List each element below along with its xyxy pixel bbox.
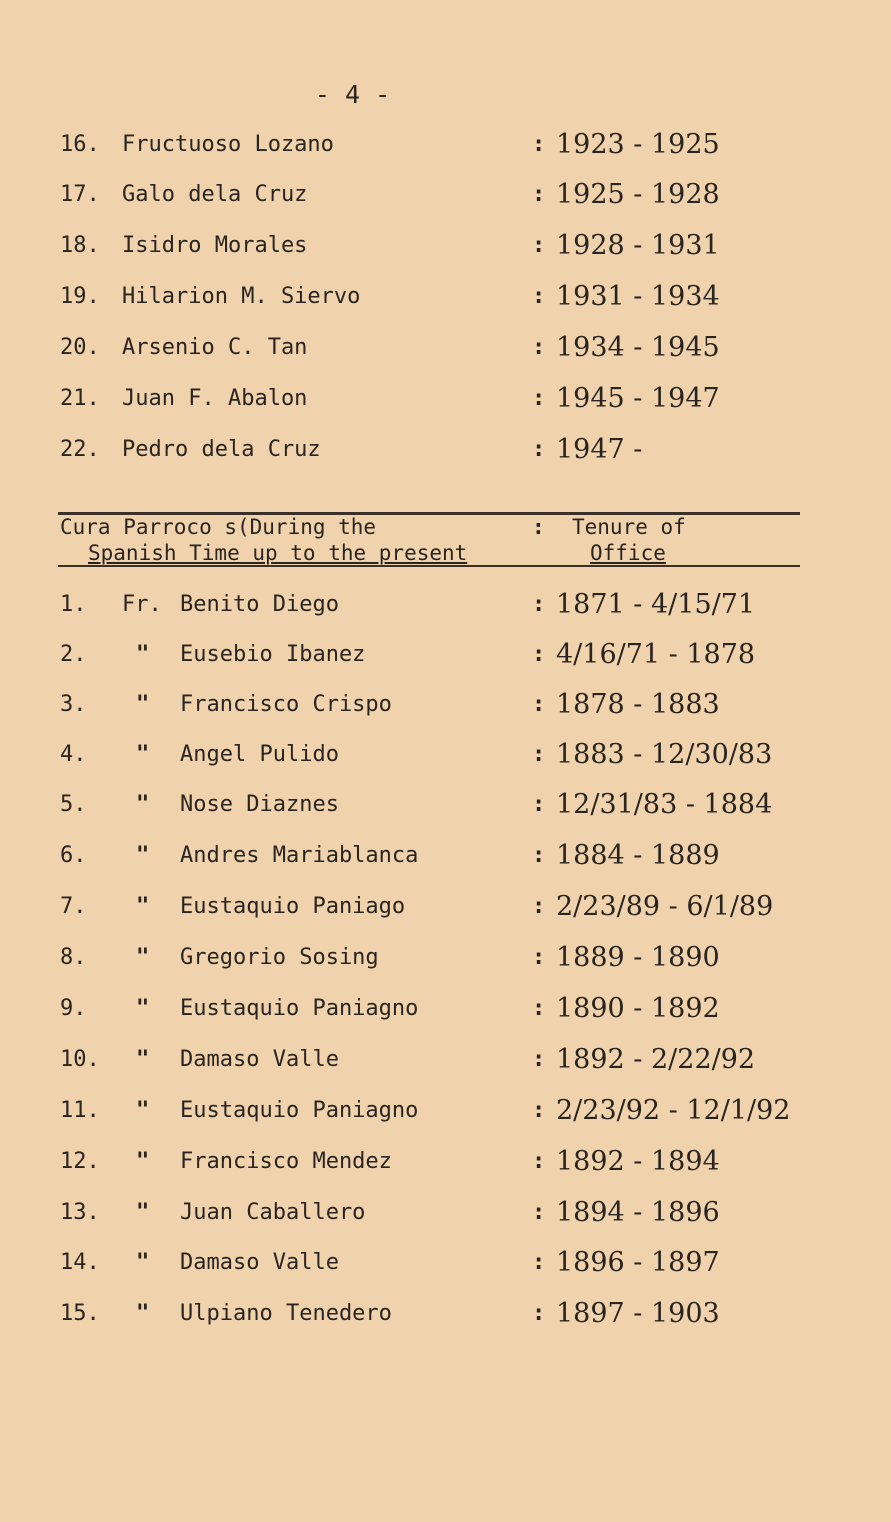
list-item [0, 838, 891, 874]
list-item [0, 432, 891, 468]
list-item [0, 1245, 891, 1281]
ditto-mark: " [136, 1098, 150, 1123]
list-item [0, 940, 891, 976]
priest-name: Andres Mariablanca [180, 843, 419, 868]
item-number: 10. [60, 1047, 100, 1072]
tenure-years: 1923 - 1925 [556, 129, 720, 160]
list-item [0, 1195, 891, 1231]
item-number: 4. [60, 742, 87, 767]
separator: : [532, 692, 546, 717]
ditto-mark: " [136, 1250, 150, 1275]
page-number: - 4 - [314, 80, 391, 109]
list-item [0, 330, 891, 366]
priest-name: Gregorio Sosing [180, 945, 379, 970]
ditto-mark: " [136, 642, 150, 667]
separator: : [532, 233, 546, 258]
priest-name: Eusebio Ibanez [180, 642, 366, 667]
person-name: Galo dela Cruz [122, 182, 308, 207]
list-item [0, 127, 891, 163]
ditto-mark: " [136, 996, 150, 1021]
ditto-mark: " [136, 945, 150, 970]
person-name: Hilarion M. Siervo [122, 284, 361, 309]
tenure-years: 1896 - 1897 [556, 1247, 720, 1278]
tenure-years: 1925 - 1928 [556, 179, 720, 210]
tenure-years: 1889 - 1890 [556, 942, 720, 973]
item-number: 13. [60, 1200, 100, 1225]
item-number: 12. [60, 1149, 100, 1174]
priest-name: Benito Diego [180, 592, 339, 617]
list-item [0, 381, 891, 417]
tenure-years: 1934 - 1945 [556, 332, 720, 363]
list-item [0, 787, 891, 823]
separator: : [532, 1149, 546, 1174]
tenure-years: 1883 - 12/30/83 [556, 739, 773, 770]
ditto-mark: " [136, 792, 150, 817]
item-number: 7. [60, 894, 87, 919]
tenure-years: 1892 - 2/22/92 [556, 1044, 756, 1075]
priest-name: Juan Caballero [180, 1200, 366, 1225]
separator: : [532, 1200, 546, 1225]
separator: : [532, 843, 546, 868]
list-item [0, 228, 891, 264]
separator: : [532, 1301, 546, 1326]
person-name: Pedro dela Cruz [122, 437, 321, 462]
item-number: 1. [60, 592, 87, 617]
tenure-years: 1945 - 1947 [556, 383, 720, 414]
tenure-years: 2/23/92 - 12/1/92 [556, 1095, 791, 1126]
person-name: Juan F. Abalon [122, 386, 308, 411]
tenure-years: 1884 - 1889 [556, 840, 720, 871]
ditto-mark: " [136, 843, 150, 868]
ditto-mark: " [136, 1301, 150, 1326]
separator: : [532, 642, 546, 667]
separator: : [532, 996, 546, 1021]
item-number: 8. [60, 945, 87, 970]
separator: : [532, 437, 546, 462]
ditto-mark: " [136, 742, 150, 767]
list-item [0, 1296, 891, 1332]
tenure-years: 1897 - 1903 [556, 1298, 720, 1329]
item-number: 3. [60, 692, 87, 717]
list-item [0, 587, 891, 623]
tenure-years: 1878 - 1883 [556, 689, 720, 720]
separator: : [532, 792, 546, 817]
tenure-years: 1871 - 4/15/71 [556, 589, 756, 620]
ditto-mark: " [136, 1200, 150, 1225]
item-number: 18. [60, 233, 100, 258]
item-number: 19. [60, 284, 100, 309]
separator: : [532, 284, 546, 309]
person-name: Fructuoso Lozano [122, 132, 334, 157]
item-number: 5. [60, 792, 87, 817]
tenure-years: 1894 - 1896 [556, 1197, 720, 1228]
separator: : [532, 132, 546, 157]
priest-name: Nose Diaznes [180, 792, 339, 817]
ditto-mark: " [136, 1047, 150, 1072]
priest-name: Ulpiano Tenedero [180, 1301, 392, 1326]
priest-name: Damaso Valle [180, 1047, 339, 1072]
separator: : [532, 592, 546, 617]
separator: : [532, 182, 546, 207]
tenure-years: 1928 - 1931 [556, 230, 720, 261]
tenure-years: 12/31/83 - 1884 [556, 789, 773, 820]
title-abbrev: Fr. [122, 592, 162, 617]
ditto-mark: " [136, 894, 150, 919]
person-name: Arsenio C. Tan [122, 335, 308, 360]
list-item [0, 1042, 891, 1078]
list-item [0, 637, 891, 673]
column-header-priests: Cura Parroco s(During the [60, 515, 377, 539]
priest-name: Eustaquio Paniagno [180, 1098, 419, 1123]
separator: : [532, 894, 546, 919]
separator: : [532, 335, 546, 360]
header-separator: : [532, 515, 545, 539]
item-number: 9. [60, 996, 87, 1021]
list-item [0, 687, 891, 723]
priest-name: Francisco Mendez [180, 1149, 392, 1174]
item-number: 14. [60, 1250, 100, 1275]
list-item [0, 889, 891, 925]
list-item [0, 177, 891, 213]
list-item [0, 737, 891, 773]
column-header-tenure-line2: Office [590, 541, 666, 565]
list-item [0, 1093, 891, 1129]
item-number: 22. [60, 437, 100, 462]
separator: : [532, 386, 546, 411]
tenure-years: 4/16/71 - 1878 [556, 639, 756, 670]
item-number: 2. [60, 642, 87, 667]
separator: : [532, 742, 546, 767]
ditto-mark: " [136, 1149, 150, 1174]
tenure-years: 1931 - 1934 [556, 281, 720, 312]
separator: : [532, 1250, 546, 1275]
header-bottom-rule [58, 565, 800, 567]
list-item [0, 279, 891, 315]
priest-name: Angel Pulido [180, 742, 339, 767]
item-number: 11. [60, 1098, 100, 1123]
item-number: 21. [60, 386, 100, 411]
separator: : [532, 1047, 546, 1072]
item-number: 20. [60, 335, 100, 360]
separator: : [532, 1098, 546, 1123]
column-header-priests-line2: Spanish Time up to the present [88, 541, 468, 565]
priest-name: Eustaquio Paniago [180, 894, 406, 919]
list-item [0, 1144, 891, 1180]
separator: : [532, 945, 546, 970]
tenure-years: 1892 - 1894 [556, 1146, 720, 1177]
item-number: 15. [60, 1301, 100, 1326]
tenure-years: 1947 - [556, 434, 643, 465]
item-number: 6. [60, 843, 87, 868]
ditto-mark: " [136, 692, 150, 717]
priest-name: Francisco Crispo [180, 692, 392, 717]
priest-name: Damaso Valle [180, 1250, 339, 1275]
person-name: Isidro Morales [122, 233, 308, 258]
item-number: 16. [60, 132, 100, 157]
item-number: 17. [60, 182, 100, 207]
column-header-tenure: Tenure of [572, 515, 686, 539]
priest-name: Eustaquio Paniagno [180, 996, 419, 1021]
tenure-years: 2/23/89 - 6/1/89 [556, 891, 774, 922]
tenure-years: 1890 - 1892 [556, 993, 720, 1024]
list-item [0, 991, 891, 1027]
